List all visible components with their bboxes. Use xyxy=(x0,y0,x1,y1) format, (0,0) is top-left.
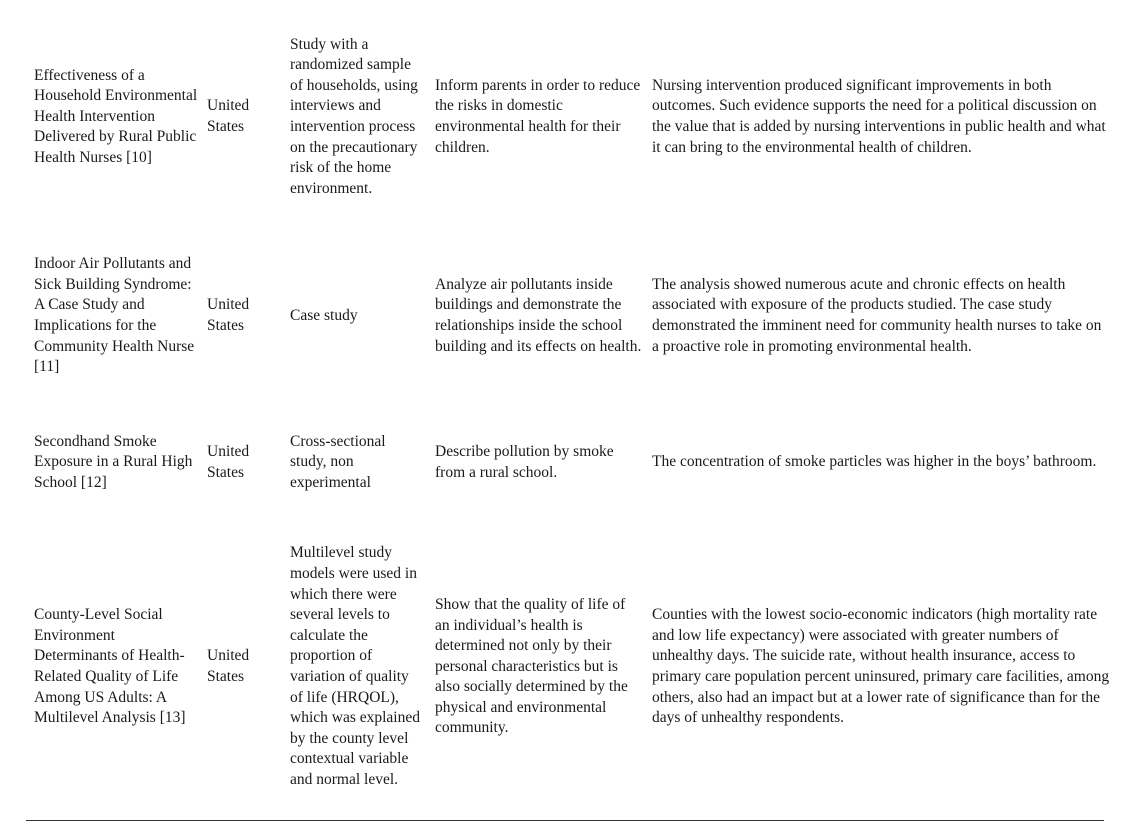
table-row xyxy=(26,408,1110,517)
study-title-cell: County-Level Social Environment Determinants of Health-Related Quality of Life Among US Adults: A Multilevel Analysis [13] xyxy=(34,606,186,727)
aim-cell: Analyze air pollutants inside buildings and demonstrate the relationships inside the school building and its effects on health. xyxy=(435,275,642,355)
country-cell: United States xyxy=(207,296,250,334)
result-cell: Counties with the lowest socio-economic indicators (high mortality rate and low life expectancy) were associated with greater numbers of unhealthy days. The suicide rate, without health insurance, access to primary care population percent uninsured, primary care facilities, among others, also had an impact but at a lower rate of significance than for the days of unhealthy respondents. xyxy=(652,606,1110,727)
table-bottom-rule xyxy=(26,820,1104,821)
result-cell: The concentration of smoke particles was higher in the boys’ bathroom. xyxy=(652,453,1097,471)
aim-cell: Show that the quality of life of an individual’s health is determined not only by their personal characteristics but is also socially determined by the physical and environmental community. xyxy=(435,595,628,737)
literature-review-table xyxy=(26,10,1110,817)
table-row xyxy=(26,224,1110,408)
study-title-cell: Secondhand Smoke Exposure in a Rural High School [12] xyxy=(34,432,193,491)
study-title-cell: Effectiveness of a Household Environmental Health Intervention Delivered by Rural Public Health Nurses [10] xyxy=(34,66,198,166)
table-row xyxy=(26,517,1110,817)
method-cell: Study with a randomized sample of households, using interviews and intervention process on the precautionary risk of the home environment. xyxy=(290,35,418,197)
aim-cell: Inform parents in order to reduce the risks in domestic environmental health for their children. xyxy=(435,76,641,156)
country-cell: United States xyxy=(207,647,250,685)
method-cell: Cross-sectional study, non experimental xyxy=(290,432,386,491)
study-title-cell: Indoor Air Pollutants and Sick Building Syndrome: A Case Study and Implications for the Community Health Nurse [11] xyxy=(34,255,195,376)
method-cell: Multilevel study models were used in which there were several levels to calculate the proportion of variation of quality of life (HRQOL), which was explained by the county level contextual variable and normal level. xyxy=(290,544,420,788)
country-cell: United States xyxy=(207,442,250,481)
result-cell: The analysis showed numerous acute and chronic effects on health associated with exposure of the products studied. The case study demonstrated the imminent need for community health nurses to take on a proactive role in promoting environmental health. xyxy=(652,275,1102,355)
result-cell: Nursing intervention produced significant improvements in both outcomes. Such evidence supports the need for a political discussion on the value that is added by nursing interventions in public health and what it can bring to the environmental health of children. xyxy=(652,76,1106,156)
country-cell: United States xyxy=(207,97,250,135)
aim-cell: Describe pollution by smoke from a rural school. xyxy=(435,442,614,481)
method-cell: Case study xyxy=(290,306,358,324)
table-row xyxy=(26,10,1110,224)
